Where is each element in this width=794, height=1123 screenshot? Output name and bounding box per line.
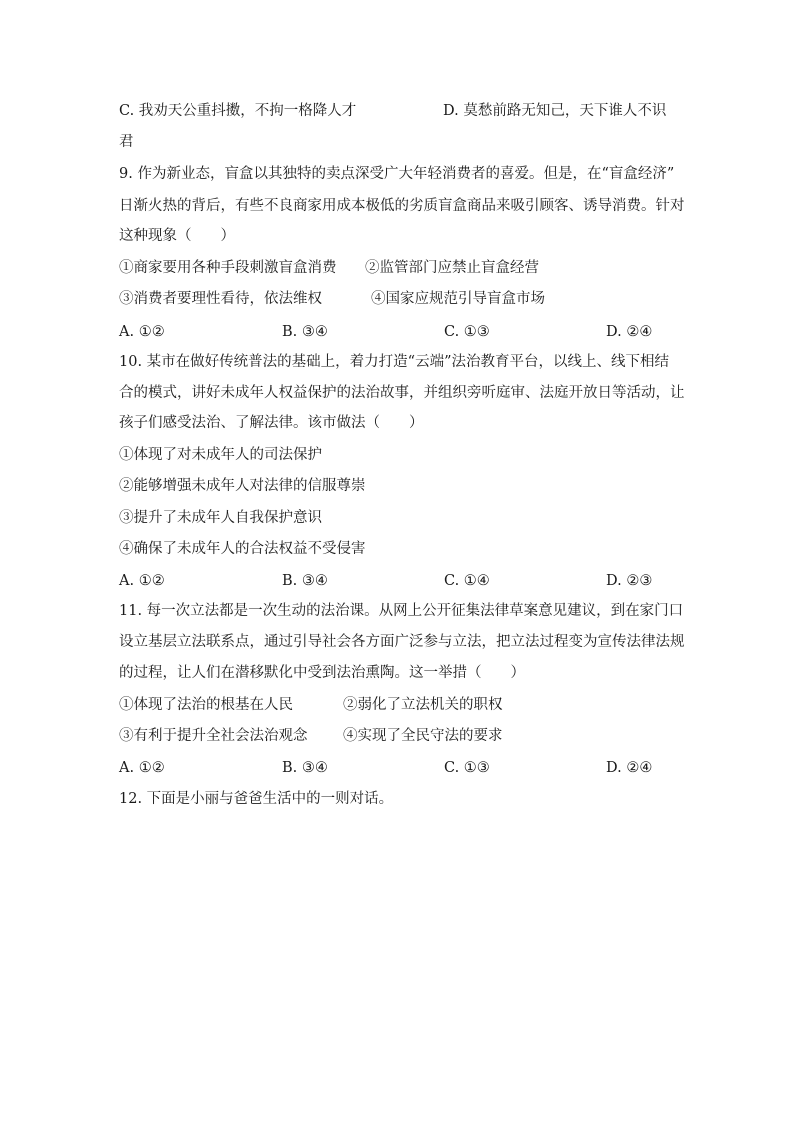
q8-option-d: D. 莫愁前路无知己，天下谁人不识 bbox=[443, 103, 667, 119]
q11-choice-b: B. ③④ bbox=[282, 760, 328, 776]
q9-choice-a: A. ①② bbox=[119, 324, 165, 340]
q10-choice-d: D. ②③ bbox=[606, 573, 653, 589]
q12-stem-line1: 12. 下面是小丽与爸爸生活中的一则对话。 bbox=[119, 791, 394, 807]
q9-stem-line3: 这种现象（ ） bbox=[119, 228, 235, 244]
q11-choice-a: A. ①② bbox=[119, 760, 165, 776]
q11-item-3: ③有利于提升全社会法治观念 bbox=[119, 728, 308, 744]
q10-item-2: ②能够增强未成年人对法律的信服尊崇 bbox=[119, 478, 366, 494]
q11-choice-c: C. ①③ bbox=[444, 760, 490, 776]
q8-option-d-continued: 君 bbox=[119, 134, 134, 150]
q11-stem-line2: 设立基层立法联系点，通过引导社会各方面广泛参与立法，把立法过程变为宣传法律法规 bbox=[119, 634, 685, 650]
q8-option-c: C. 我劝天公重抖擞，不拘一格降人才 bbox=[119, 103, 357, 119]
q11-item-1: ①体现了法治的根基在人民 bbox=[119, 697, 293, 713]
q11-item-4: ④实现了全民守法的要求 bbox=[343, 728, 503, 744]
q9-choice-d: D. ②④ bbox=[606, 324, 653, 340]
q10-stem-line1: 10. 某市在做好传统普法的基础上，着力打造“云端”法治教育平台，以线上、线下相结 bbox=[119, 354, 669, 370]
q9-choice-b: B. ③④ bbox=[282, 324, 328, 340]
q10-item-1: ①体现了对未成年人的司法保护 bbox=[119, 447, 322, 463]
q11-item-2: ②弱化了立法机关的职权 bbox=[343, 697, 503, 713]
q9-item-1: ①商家要用各种手段刺激盲盒消费 bbox=[119, 260, 337, 276]
q10-item-4: ④确保了未成年人的合法权益不受侵害 bbox=[119, 541, 366, 557]
q9-stem-line1: 9. 作为新业态，盲盒以其独特的卖点深受广大年轻消费者的喜爱。但是，在“盲盒经济” bbox=[119, 166, 675, 182]
q11-stem-line3: 的过程，让人们在潜移默化中受到法治熏陶。这一举措（ ） bbox=[119, 665, 525, 681]
q11-stem-line1: 11. 每一次立法都是一次生动的法治课。从网上公开征集法律草案意见建议，到在家门口 bbox=[119, 603, 684, 619]
q9-item-3: ③消费者要理性看待，依法维权 bbox=[119, 291, 322, 307]
q9-item-2: ②监管部门应禁止盲盒经营 bbox=[365, 260, 539, 276]
q10-choice-a: A. ①② bbox=[119, 573, 165, 589]
q9-item-4: ④国家应规范引导盲盒市场 bbox=[371, 291, 545, 307]
q9-choice-c: C. ①③ bbox=[444, 324, 490, 340]
q9-stem-line2: 日渐火热的背后，有些不良商家用成本极低的劣质盲盒商品来吸引顾客、诱导消费。针对 bbox=[119, 198, 685, 214]
q10-choice-b: B. ③④ bbox=[282, 573, 328, 589]
q10-stem-line3: 孩子们感受法治、了解法律。该市做法（ ） bbox=[119, 415, 424, 431]
q11-choice-d: D. ②④ bbox=[606, 760, 653, 776]
q10-choice-c: C. ①④ bbox=[444, 573, 490, 589]
q10-item-3: ③提升了未成年人自我保护意识 bbox=[119, 510, 322, 526]
q10-stem-line2: 合的模式，讲好未成年人权益保护的法治故事，并组织旁听庭审、法庭开放日等活动，让 bbox=[119, 385, 685, 401]
